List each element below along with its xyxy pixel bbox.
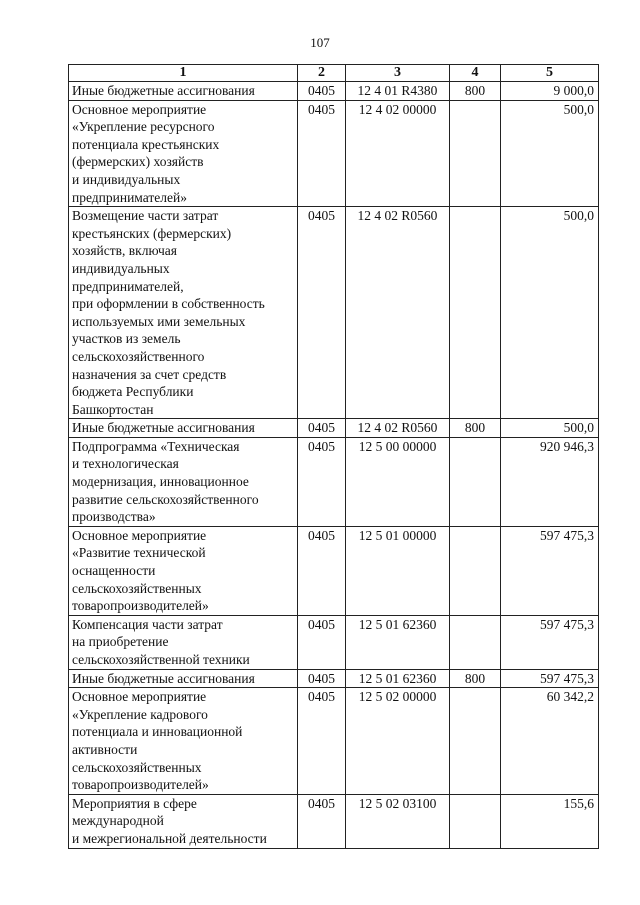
table-row	[69, 100, 599, 207]
row-name: Иные бюджетные ассигнования	[69, 82, 298, 101]
column-header-kind: 4	[450, 65, 501, 82]
row-amount: 597 475,3	[501, 526, 599, 615]
row-target: 12 4 01 R4380	[346, 82, 450, 101]
column-header-target: 3	[346, 65, 450, 82]
table-row	[69, 207, 599, 419]
row-name: Возмещение части затрат крестьянских (фермерских) хозяйств, включая индивидуальных предпринимателей, при оформлении в собственность используемых ими земельных участков из земель сельскохозяйственного назначения за счет средств бюджета Республики Башкортостан	[69, 207, 298, 419]
row-section: 0405	[298, 669, 346, 688]
row-section: 0405	[298, 100, 346, 207]
row-name: Мероприятия в сфере международной и межрегиональной деятельности	[69, 794, 298, 848]
table-row	[69, 526, 599, 615]
table-row	[69, 794, 599, 848]
row-name: Иные бюджетные ассигнования	[69, 419, 298, 438]
row-section: 0405	[298, 419, 346, 438]
row-name: Подпрограмма «Техническая и технологическая модернизация, инновационное развитие сельскохозяйственного производства»	[69, 437, 298, 526]
row-kind	[450, 688, 501, 795]
table-row	[69, 615, 599, 669]
header-row	[69, 65, 599, 82]
row-name: Основное мероприятие «Укрепление ресурсного потенциала крестьянских (фермерских) хозяйств и индивидуальных предпринимателей»	[69, 100, 298, 207]
column-header-amount: 5	[501, 65, 599, 82]
row-kind	[450, 100, 501, 207]
row-kind: 800	[450, 669, 501, 688]
table-row	[69, 669, 599, 688]
row-name: Основное мероприятие «Развитие технической оснащенности сельскохозяйственных товаропроизводителей»	[69, 526, 298, 615]
row-section: 0405	[298, 82, 346, 101]
row-amount: 920 946,3	[501, 437, 599, 526]
row-section: 0405	[298, 794, 346, 848]
row-name: Основное мероприятие «Укрепление кадрового потенциала и инновационной активности сельскохозяйственных товаропроизводителей»	[69, 688, 298, 795]
row-name: Иные бюджетные ассигнования	[69, 669, 298, 688]
page-number: 107	[310, 35, 330, 50]
row-kind	[450, 207, 501, 419]
row-target: 12 4 02 R0560	[346, 419, 450, 438]
row-section: 0405	[298, 207, 346, 419]
row-kind	[450, 615, 501, 669]
row-amount: 500,0	[501, 100, 599, 207]
row-kind	[450, 526, 501, 615]
row-name: Компенсация части затрат на приобретение сельскохозяйственной техники	[69, 615, 298, 669]
column-header-name: 1	[69, 65, 298, 82]
row-target: 12 5 02 00000	[346, 688, 450, 795]
row-amount: 597 475,3	[501, 669, 599, 688]
row-amount: 155,6	[501, 794, 599, 848]
table-row	[69, 688, 599, 795]
row-kind	[450, 437, 501, 526]
row-target: 12 5 01 62360	[346, 669, 450, 688]
row-section: 0405	[298, 688, 346, 795]
budget-table	[68, 64, 599, 849]
table-row	[69, 437, 599, 526]
row-target: 12 5 00 00000	[346, 437, 450, 526]
row-target: 12 5 02 03100	[346, 794, 450, 848]
row-kind: 800	[450, 82, 501, 101]
row-section: 0405	[298, 526, 346, 615]
row-amount: 500,0	[501, 419, 599, 438]
row-target: 12 4 02 R0560	[346, 207, 450, 419]
row-kind: 800	[450, 419, 501, 438]
column-header-section: 2	[298, 65, 346, 82]
row-amount: 597 475,3	[501, 615, 599, 669]
row-kind	[450, 794, 501, 848]
table-row	[69, 419, 599, 438]
row-section: 0405	[298, 437, 346, 526]
row-target: 12 5 01 00000	[346, 526, 450, 615]
row-amount: 60 342,2	[501, 688, 599, 795]
row-target: 12 5 01 62360	[346, 615, 450, 669]
row-amount: 500,0	[501, 207, 599, 419]
row-target: 12 4 02 00000	[346, 100, 450, 207]
row-section: 0405	[298, 615, 346, 669]
table-row	[69, 82, 599, 101]
row-amount: 9 000,0	[501, 82, 599, 101]
